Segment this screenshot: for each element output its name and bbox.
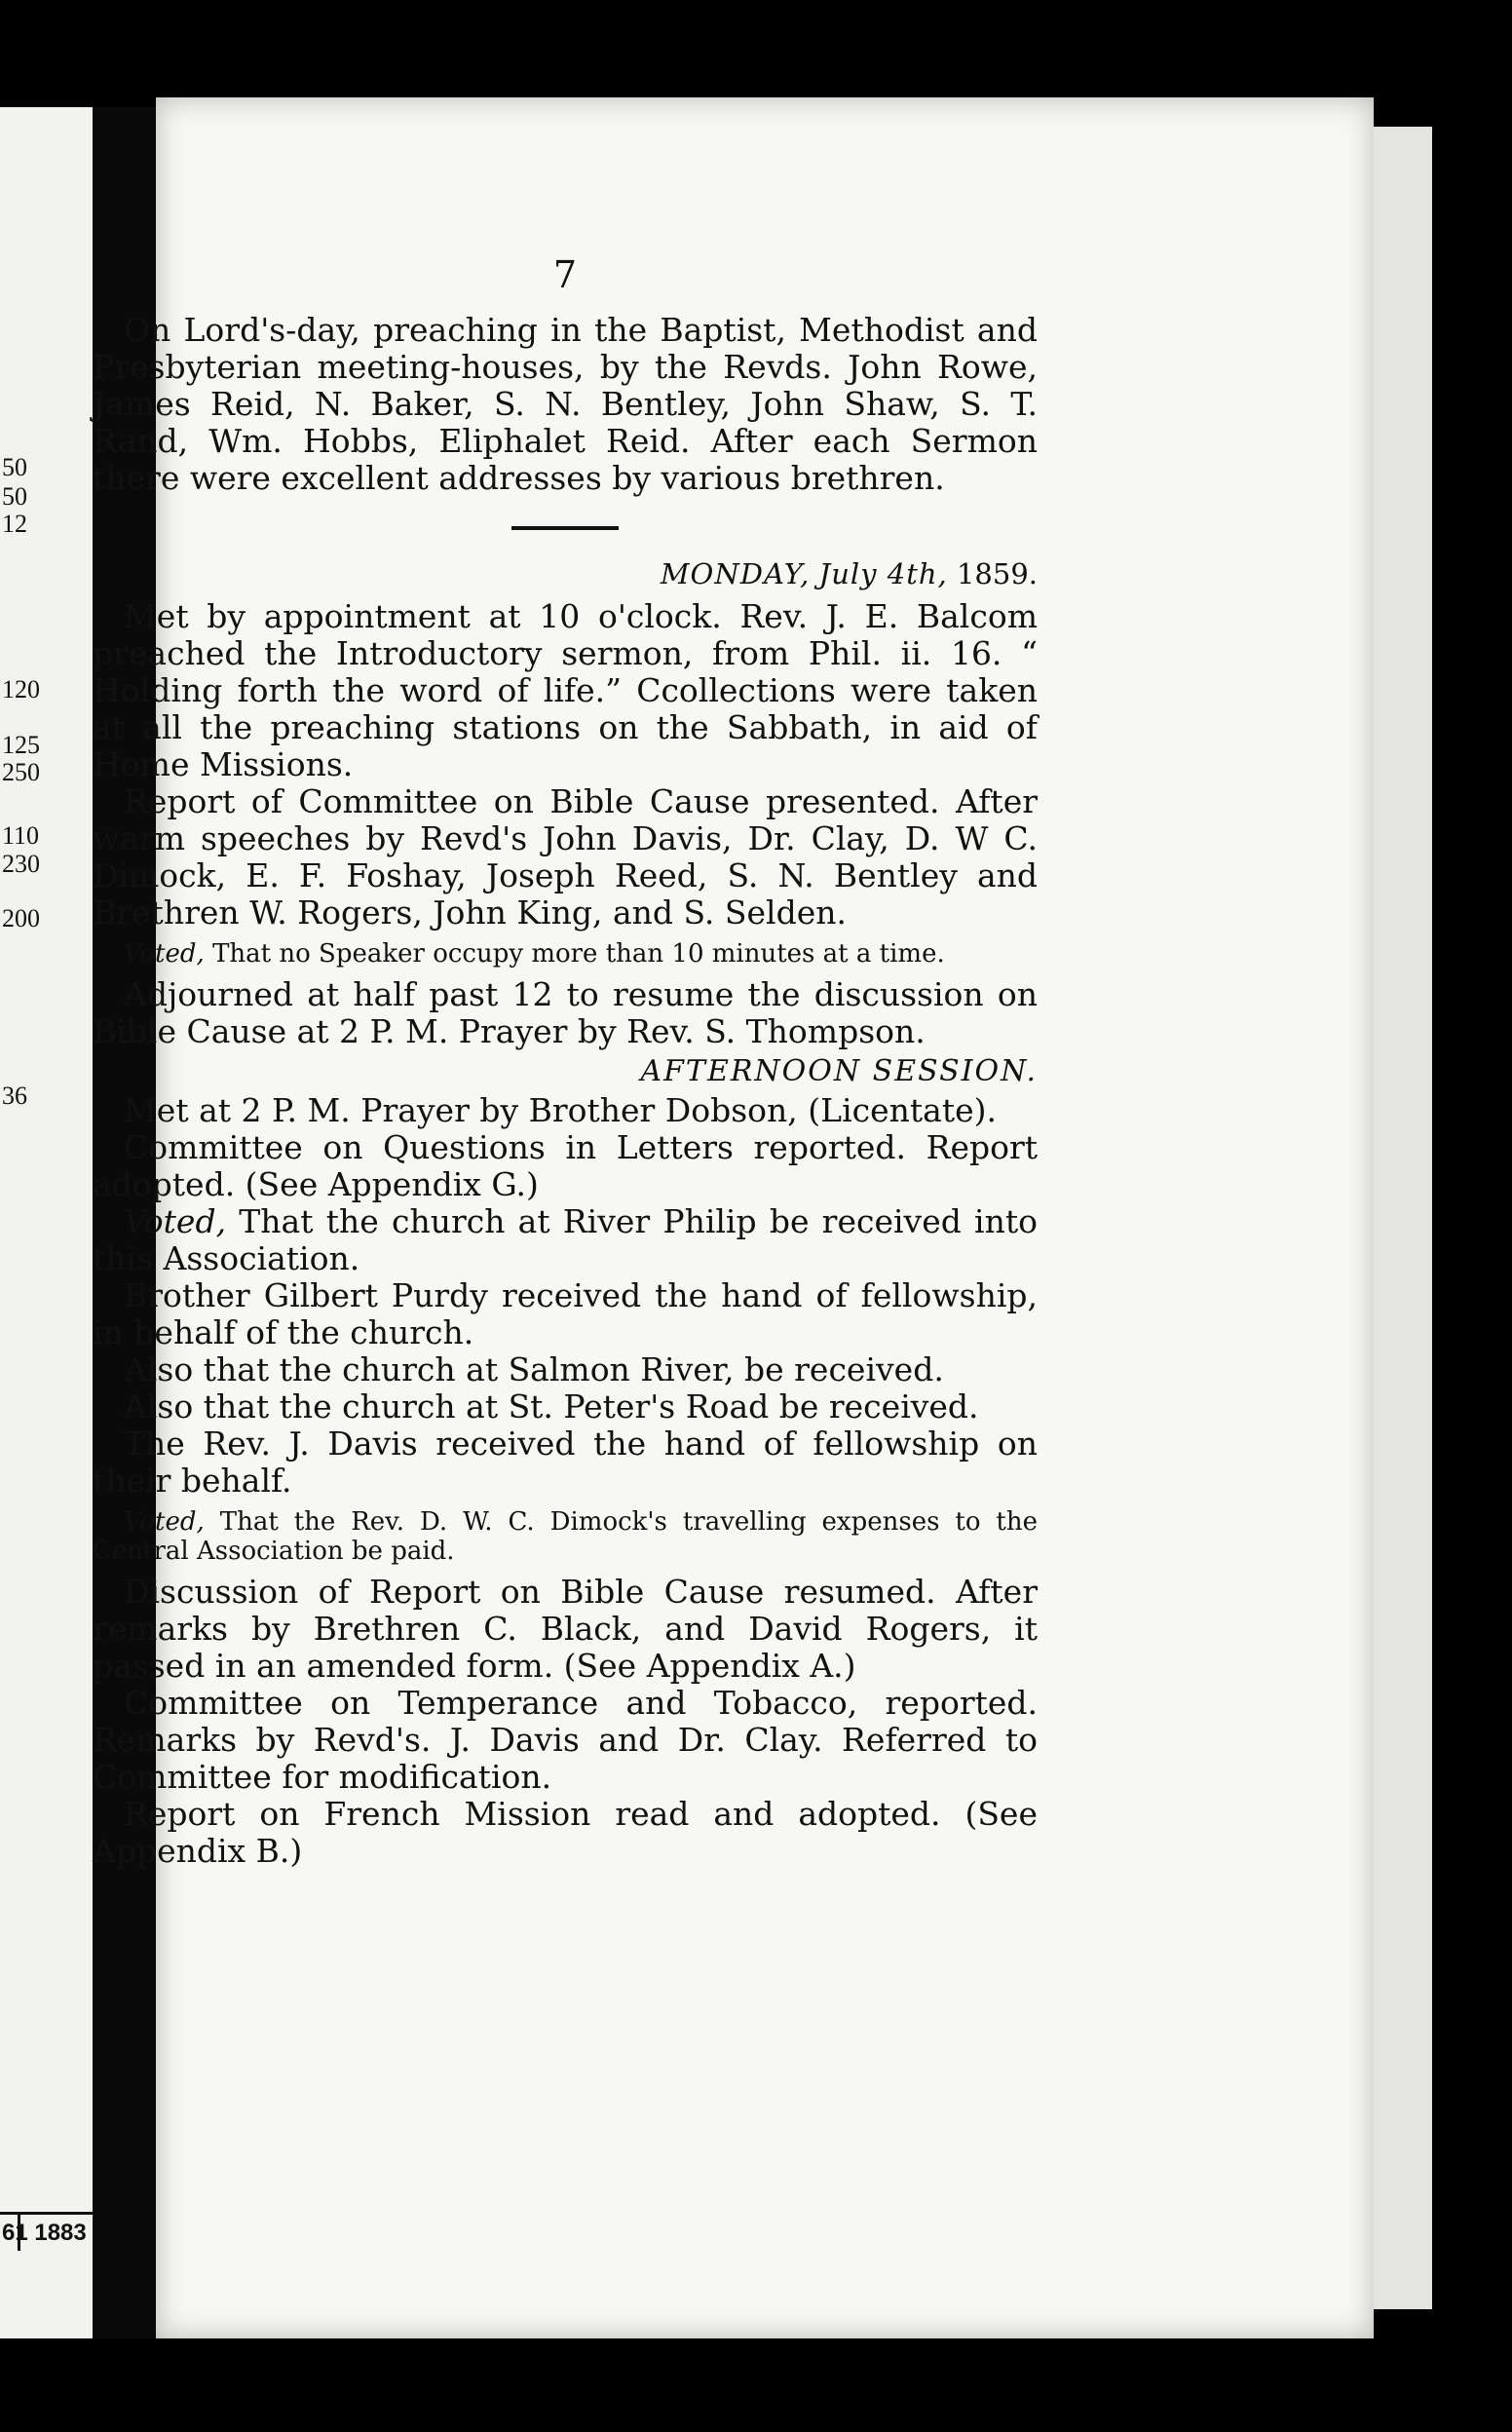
paragraph: Report of Committee on Bible Cause presented. After warm speeches by Revd's John Davis, Dr. Clay, D. W C. Dimock, E. F. Foshay, Joseph Reed, S. N. Bentley and Brethren W. Rogers, John King, and S. Selden. xyxy=(93,782,1038,931)
dateline xyxy=(93,557,1038,590)
paragraph: Met by appointment at 10 o'clock. Rev. J. E. Balcom preached the Introductory sermon, from Phil. ii. 16. “ Holding forth the word of life.” Ccollections were taken at all the preaching stations on the Sabbath, in aid of Home Missions. xyxy=(93,597,1038,783)
dateline-year: 1859. xyxy=(956,557,1038,590)
dateline-day: MONDAY, xyxy=(660,557,811,590)
paragraph: Also that the church at Salmon River, be received. xyxy=(124,1350,944,1388)
paragraph: Committee on Questions in Letters reported. Report adopted. (See Appendix G.) xyxy=(93,1128,1038,1203)
paragraph: On Lord's-day, preaching in the Baptist, Methodist and Presbyterian meeting-houses, by the Revds. John Rowe, James Reid, N. Baker, S. N. Bentley, John Shaw, S. T. Rand, Wm. Hobbs, Eliphalet Reid. After each Sermon there were excellent addresses by various brethren. xyxy=(93,311,1038,497)
voted-label: Voted, xyxy=(124,1202,227,1240)
volume-number: 200 xyxy=(2,904,40,932)
volume-number: 50 xyxy=(2,453,27,481)
paragraph: Discussion of Report on Bible Cause resumed. After remarks by Brethren C. Black, and David Rogers, it passed in an amended form. (See Appendix A.) xyxy=(93,1573,1038,1685)
paragraph: Adjourned at half past 12 to resume the discussion on Bible Cause at 2 P. M. Prayer by Rev. S. Thompson. xyxy=(93,975,1038,1050)
volumes-total: 61 1883 xyxy=(2,2220,87,2246)
volume-number: 50 xyxy=(2,482,27,511)
dateline-date: July 4th, xyxy=(818,557,948,590)
page-edge xyxy=(1374,127,1432,2309)
resolution-text: That the church at River Philip be received into this Association. xyxy=(93,1202,1038,1277)
page-number: 7 xyxy=(552,253,578,296)
volume-number: 110 xyxy=(2,821,40,850)
volume-number: 230 xyxy=(2,850,40,878)
voted-label: Voted, xyxy=(124,939,205,969)
resolution xyxy=(93,1507,1038,1566)
afternoon-session-heading: AFTERNOON SESSION. xyxy=(640,1054,1038,1088)
resolution xyxy=(93,939,1038,969)
volume-number: 120 xyxy=(2,675,40,703)
section-rule xyxy=(511,526,619,530)
paragraph xyxy=(93,1203,1038,1277)
paragraph: Committee on Temperance and Tobacco, reported. Remarks by Revd's. J. Davis and Dr. Clay. Referred to Committee for modification. xyxy=(93,1684,1038,1796)
page-content xyxy=(93,253,1038,1870)
volume-number: 125 xyxy=(2,731,40,759)
paragraph: The Rev. J. Davis received the hand of fellowship on their behalf. xyxy=(93,1425,1038,1500)
facing-page-strip xyxy=(0,107,93,2338)
paragraph: Also that the church at St. Peter's Road be received. xyxy=(124,1387,979,1425)
volume-number: 36 xyxy=(2,1082,27,1110)
resolution-text: That no Speaker occupy more than 10 minutes at a time. xyxy=(212,939,945,969)
volume-number: 250 xyxy=(2,758,40,786)
volume-number: 12 xyxy=(2,510,27,538)
resolution-text: That the Rev. D. W. C. Dimock's travelling expenses to the Central Association be paid. xyxy=(93,1507,1038,1566)
total-rule xyxy=(0,2212,93,2215)
voted-label: Voted, xyxy=(124,1507,205,1537)
paragraph: Report on French Mission read and adopted. (See Appendix B.) xyxy=(93,1795,1038,1870)
paragraph: Brother Gilbert Purdy received the hand of fellowship, in behalf of the church. xyxy=(93,1276,1038,1351)
paragraph: Met at 2 P. M. Prayer by Brother Dobson, (Licentate). xyxy=(124,1091,997,1129)
